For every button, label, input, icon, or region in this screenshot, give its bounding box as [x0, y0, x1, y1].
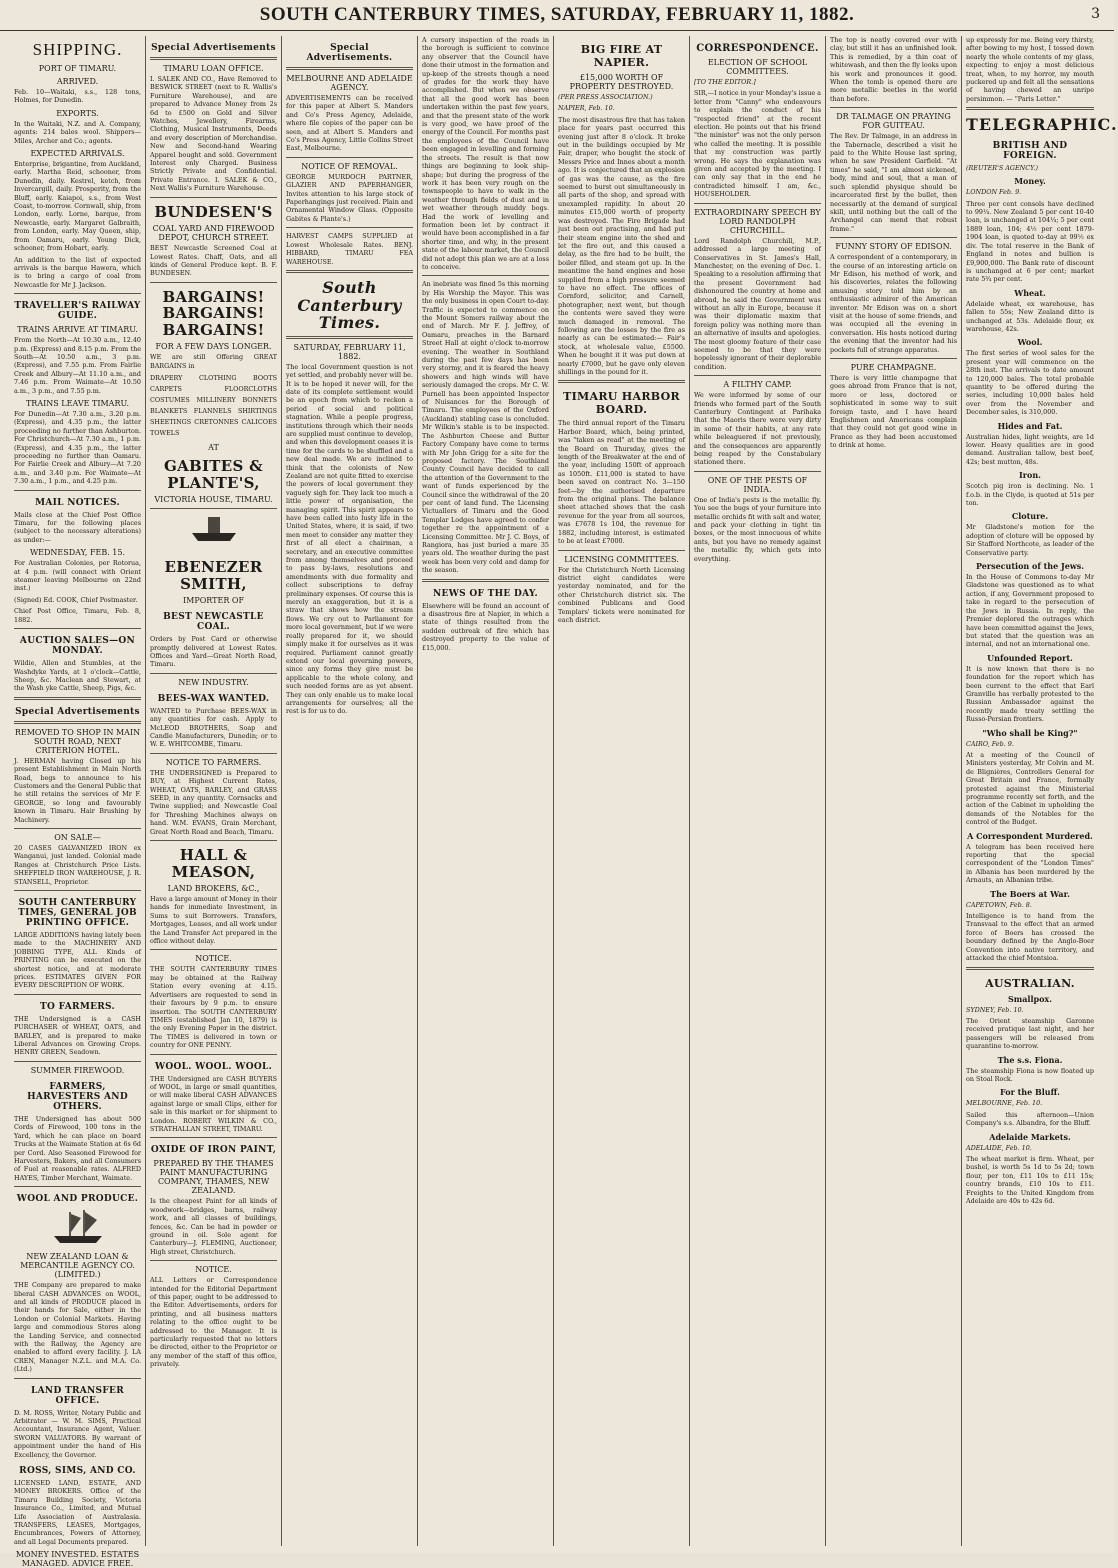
coal-emblem-icon [186, 513, 242, 553]
fiona-text: The steamship Fiona is now floated up on Stoal Rock. [966, 1066, 1094, 1083]
columns [10, 36, 1118, 1568]
port-heading: PORT OF TIMARU. [38, 64, 117, 73]
smallpox-text: The Orient steamship Garonne received pratique last night, and her passengers will be released from quarantine to-morrow. [966, 1016, 1094, 1051]
report-text: It is now known that there is no foundation for the report which has been current to the effect that Earl Granville has verbally protested to the Russian Ambassador against the recently made treaty settling the Russo-Persian frontiers. [966, 664, 1094, 724]
cloture-text: Mr Gladstone's motion for the adoption of cloture will be opposed by Sir Stafford Northcote, as leader of the Conservative party. [966, 523, 1094, 557]
king-heading: "Who shall be King?" [982, 727, 1078, 738]
local-news-text: An inebriate was fined 5s this morning by His Worship the Mayor. This was the only business in open Court to-day. Traffic is expected to commence on the Mount Somers railway about the end of March. Mr F. J. Jeffrey, of Oamaru, preaches in the Barnard Street Hall at eight o'clock to-morrow evening. The weather in Southland during the past few days has been very stormy, and it is feared the heavy showers and high winds will have seriously damaged the crops. Mr C. W. Purnell has been appointed Inspector of Nuisances for the Borough of Timaru. The employees of the Oxford (Auckland) stabling case is concluded. Mr Wilkin's stable is to be inspected. The Ashburton Cheese and Butter Factory Company have come to terms with Mr John Grigg for a site for the proposed factory. The Southland County Council have decided to call the attention of the Government to the want of funds experienced by the Council since the withdrawal of the 20 per cent of land fund. The Licensing Victuallers of Timaru and the Good Templar Lodges have agreed to confer together re the appointment of a Licensing Committee. Mr J. C. Boys, of Rangiora, has just buried a mare 35 years old. The weather during the past week has been very cold and damp for the season. [422, 280, 549, 575]
gabites-heading: GABITES & PLANTE'S, [163, 457, 264, 492]
mail-office: Chief Post Office, Timaru, Feb. 8, 1882. [14, 607, 141, 624]
ross-heading: ROSS, SIMS, AND CO. [19, 1466, 136, 1477]
iron-heading: Iron. [1019, 470, 1041, 481]
special-ads-heading-3: Special Advertisements. [306, 43, 393, 63]
pests-heading: ONE OF THE PESTS OF INDIA. [707, 475, 808, 494]
advice-line: MONEY INVESTED. ESTATES MANAGED. ADVICE FREE. [15, 1550, 140, 1568]
smallpox-date: SYDNEY, Feb. 10. [966, 1005, 1024, 1014]
travellers-heading: TRAVELLER'S RAILWAY GUIDE. [14, 301, 141, 322]
jews-text: In the House of Commons to-day Mr Gladstone was questioned as to what action, if any, Government proposed to take in regard to the persecution of the Jews in Russia. In reply, the Premier deplored the outrages which have been committed against the Jews, but stated that the question was an internal, and not an international one. [966, 573, 1094, 649]
wool-produce-heading: WOOL AND PRODUCE. [16, 1194, 139, 1205]
melbourne-heading: MELBOURNE AND ADELAIDE AGENCY. [286, 74, 413, 92]
money-date: LONDON Feb. 9. [966, 188, 1022, 197]
talmage-heading: DR TALMAGE ON PRAYING FOR GUITEAU. [836, 112, 951, 131]
victoria-house-line: VICTORIA HOUSE, TIMARU. [154, 495, 273, 505]
arrived-heading: ARRIVED. [56, 77, 99, 86]
talmage-text: The Rev. Dr Talmage, in an address in the Tabernacle, described a visit he paid to the White House last spring, when he saw President Garfield. "At times" he said, "I am almost sickened, body, mind and soul, that a man of such splendid physique should be incarcerated first by the bullet, then necessarily at the demand of surgical skill, until nothing but the call of the Archangel can mend that robust frame." [830, 132, 957, 233]
cloture-heading: Cloture. [1011, 511, 1049, 522]
churchill-heading: EXTRAORDINARY SPEECH BY LORD RANDOLPH CHURCHILL. [694, 207, 821, 235]
smallpox-heading: Smallpox. [1008, 993, 1052, 1004]
money-heading: Money. [1014, 176, 1046, 187]
bundesen-text: BEST Newcastle Screened Coal at Lowest Rates. Chaff, Oats, and all kinds of General Produce kept. B. F. BUNDESEN. [150, 244, 277, 278]
iron-text: Scotch pig iron is declining. No. 1 f.o.b. in the Clyde, is quoted at 51s per ton. [966, 482, 1094, 508]
industry-heading: NEW INDUSTRY. [178, 677, 249, 687]
harvest-text: HARVEST CAMPS SUPPLIED at Lowest Wholesale Rates. BENJ. HIBBARD, TIMARU FEA WAREHOUSE. [286, 232, 413, 266]
job-printing-text: LARGE ADDITIONS having lately been made to the MACHINERY AND JOBBING TYPE, ALL Kinds of PRINTING can be executed on the shortest notice, and at moderate prices. ESTIMATES GIVEN FOR EVERY DESCRIPTION OF WORK. [14, 931, 141, 990]
firewood-text: THE Undersigned has about 500 Cords of Firewood, 100 tons in the Yard, which he can place on board Trucks at the Waimate Station at 6s 6d per Cord. Also Seasoned Firewood for Harvesters, Bakers, and all Consumers of Fuel at reasonable rates. ALFRED HAYES, Timber Merchant, Waimate. [14, 1114, 141, 1182]
oxide-sub: PREPARED BY THE THAMES PAINT MANUFACTURING COMPANY, THAMES, NEW ZEALAND. [153, 1159, 274, 1196]
pests-continued-text: The top is neatly covered over with clay, but still it has an unfinished look. This is remedied, by a thin coat of whitewash, and then the fly looks upon his work and pronounces it good. When the tomb is opened there are more metallic beetles in the world than before. [830, 36, 957, 103]
murdered-text: A telegram has been received here reporting that the special correspondent of the "London Times" in Albania has been murdered by the Arnauts, an Albanian tribe. [966, 842, 1094, 885]
wool-market-heading: Wool. [1017, 337, 1043, 348]
hides-heading: Hides and Fat. [997, 420, 1063, 431]
bundesen-heading: BUNDESEN'S [154, 202, 273, 221]
column-3 [282, 36, 418, 1546]
to-editor-line: [TO THE EDITOR.] [694, 78, 756, 86]
election-heading: ELECTION OF SCHOOL COMMITTEES. [707, 58, 808, 76]
farmers-heading: TO FARMERS. [40, 1001, 115, 1012]
removed-text: J. HERMAN having Closed up his present Establishment in Main North Road, begs to announce to his Customers and the General Public that he still retains the services of Mr F. GEORGE, so long and favourably known in Timaru. Hair Brushing by Machinery. [14, 756, 141, 824]
ship-emblem-icon [50, 1208, 106, 1248]
newspaper-masthead: South Canterbury Times. [297, 277, 402, 333]
exports-heading: EXPORTS. [56, 108, 99, 118]
page-number: 3 [1091, 6, 1100, 22]
edison-heading: FUNNY STORY OF EDISON. [835, 242, 952, 252]
reuters-agency-line: (REUTER'S AGENCY.) [966, 163, 1039, 172]
leader-date: SATURDAY, FEBRUARY 11, 1882. [293, 342, 406, 361]
wool-market-text: The first series of wool sales for the present year will commence on the 28th inst. The arrivals to date amount to 120,000 bales. The total probable quantity to be offered during the series, including 10,000 bales held over from the November and December sales, is 310,000. [966, 349, 1094, 417]
column-4 [418, 36, 554, 1546]
notice-2-heading: NOTICE. [195, 1265, 232, 1275]
notice-2-text: ALL Letters or Correspondence intended for the Editorial Department of this paper, ought to be addressed to the Editor. Advertisements, orders for printing, and all business matters relating to the office ought to be addressed to the Manager. It is particularly requested that no letters be directed, either to the Proprietor or any member of the staff of this office, privately. [150, 1276, 277, 1369]
fiona-heading: The s.s. Fiona. [997, 1054, 1063, 1065]
removal-heading: NOTICE OF REMOVAL. [301, 161, 398, 171]
firewood-heading: SUMMER FIREWOOD. [30, 1065, 125, 1075]
column-6 [690, 36, 826, 1546]
still-offering-text: WE are still Offering GREAT BARGAINS in [150, 353, 277, 370]
bluff-date: MELBOURNE, Feb. 10. [966, 1099, 1043, 1108]
adelaide-text: The wheat market is firm. Wheat, per bushel, is worth 5s 1d to 5s 2d; town flour, per ton, £11 10s to £11 15s; country brands, £10 10s to £11. Freights to the United Kingdom from Adelaide are 40s to 42s 6d. [966, 1154, 1094, 1205]
harbour-heading: TIMARU HARBOR BOARD. [563, 390, 680, 417]
hall-text: Have a large amount of Money in their hands for immediate Investment, in Sums to suit Borrowers. Transfers, Mortgages, Leases, and all work under the Land Transfer Act prepared in the office without delay. [150, 895, 277, 946]
wool-text: THE Company are prepared to make liberal CASH ADVANCES on WOOL, and all kinds of PRODUCE placed in their hands for Sale, either in the London or Colonial Markets. Having large and commodious Stores along the Landing Service, and connected with the Railway, the Agency are enabled to afford every facility. J. LA CREN, Manager N.Z.L. and M.A. Co. (Ltd.) [14, 1281, 141, 1374]
trains-leave-heading: TRAINS LEAVE TIMARU. [25, 398, 130, 408]
leader-continued-text: A cursory inspection of the roads in the borough is sufficient to convince any observer that the Council have done their utmost in the formation and up-keep of the streets though a need of grades for the work they have accomplished. But when we observe that all the good work has been undertaken within the past few years, and that the present state of the work is very good, we have proof of the energy of the Council. For months past the employees of the Council have been engaged in levelling and forming the streets. The result is that now things are beginning to look ship-shape; but during the progress of the work it has been very rough on the townspeople to have to walk in the weather through fields of dust and in wet weather through muddy bogs. Had the work of levelling and formation been let by contract it would have been accomplished in a far shorter time, and why, in the present state of the labour market, the Council did not adopt this plan we are at a loss to conceive. [422, 36, 549, 271]
trains-arrive-text: From the North—At 10.30 a.m., 12.40 p.m. (Express) and 8.15 p.m. From the South—At 10.50 a.m., 3 p.m. (Express), and 7.55 p.m. From Fairlie Creek and Albury—At 11.10 a.m., and 7.46 p.m. From Waimate—At 10.50 a.m., 3 p.m., and 7.55 p.m. [14, 336, 141, 395]
australian-heading: AUSTRALIAN. [985, 976, 1075, 990]
fire-sub: £15,000 WORTH OF PROPERTY DESTROYED. [569, 73, 674, 91]
mail-text: Mails close at the Chief Post Office Timaru, for the following places (subject to the necessary alterations) as under:— [14, 510, 141, 544]
wheat-text: Adelaide wheat, ex warehouse, has fallen to 55s; New Zealand ditto is unchanged at 53s. Adelaide flour, ex warehouse, 42s. [966, 299, 1094, 333]
king-text: At a meeting of the Council of Ministers yesterday, Mr Colvin and M. de Blignières, Controllers General for Great Britain and France, formally protested against the Ministerial programme recently set forth, and the action of the Cabinet in upholding the demands of the Notables for the control of the Budget. [966, 750, 1094, 827]
report-heading: Unfounded Report. [987, 652, 1073, 663]
smith-text: Orders by Post Card or otherwise promptly delivered at Lowest Rates. Offices and Yard—Great North Road, Timaru. [150, 635, 277, 669]
champagne-text: There is very little champagne that goes abroad from France that is not, more or less, doctored or sophisticated in some way to suit foreign taste, and I have heard Englishmen and Americans complain that they could not get good wine in France as they had been accustomed to drink at home. [830, 374, 957, 450]
on-sale-heading: ON SALE— [54, 832, 101, 842]
notice-farmers-heading: NOTICE TO FARMERS. [165, 757, 262, 767]
correspondence-text: SIR,—I notice in your Monday's issue a letter from "Canny" who endeavours to explain the conduct of his "respected friend" at the recent election. He points out that his friend "the minister" was not the only person who called the meeting. It is possible that my construction was partly wrong. He says the explanation was given and accepted by the meeting. I can only say that in the end he contradicted himself. I am, &c., HOUSEHOLDER. [694, 89, 821, 199]
notice-text: THE SOUTH CANTERBURY TIMES may be obtained at the Railway Station every evening at 4.15. Advertisers are requested to send in their favours by 9 p.m. to ensure insertion. The SOUTH CANTERBURY TIMES (established Jan 10, 1879) is the only Evening Paper in the district. The TIMES is delivered in town or country for ONE PENNY. [150, 965, 277, 1050]
column-5 [554, 36, 690, 1546]
column-7 [826, 36, 962, 1546]
mail-text-2: For Australian Colonies, per Rotorua, at 4 p.m. (will connect with Orient steamer leaving Melbourne on 22nd inst.) [14, 559, 141, 593]
telegraphic-heading: TELEGRAPHIC. [966, 115, 1118, 135]
loan-office-heading: TIMARU LOAN OFFICE. [163, 64, 264, 73]
notice-heading: NOTICE. [195, 954, 232, 964]
expected-text: Enterprise, brigantine, from Auckland, early. Martha Reid, schooner, from Dunedin, daily. Kestrel, ketch, from Invercargill, daily. Prosperity, from the Bluff, early. Kaiapoi, s.s., from West Coast, to-morrow. Cornwall, ship, from London, early. Lorne, barque, from Newcastle, early. Margaret Galbraith, from London, early. May Queen, ship, from Oamaru, early. Young Dick, schooner, from Hobart, early. [14, 160, 141, 253]
oxide-heading: OXIDE OF IRON PAINT, [150, 1145, 277, 1156]
money-text: Three per cent consols have declined to 99¼. New Zealand 5 per cent 10-40 loan, is unchanged at 104¼; 5 per cent 1889 loan, 104; 4½ per cent 1879-1904 loan, is quoted to-day at 99½ ex div. The total reserve in the Bank of England in notes and bullion is £9,900,000. The Bank rate of discount is unchanged at 6 per cent; market rate 5¾ per cent. [966, 199, 1094, 284]
notice-farmers-text: THE UNDERSIGNED is Prepared to BUY, at Highest Current Rates, WHEAT, OATS, BARLEY, and GRASS SEED, in any quantity. Cornsacks and Twine supplied; and Newcastle Coal for Threshing Machines always on hand. W.M. EVANS, Grain Merchant, Great North Road and Beach, Timaru. [150, 768, 277, 836]
fire-agency: (PER PRESS ASSOCIATION.) [558, 93, 653, 101]
smith-coal: BEST NEWCASTLE COAL. [163, 612, 264, 633]
adelaide-heading: Adelaide Markets. [989, 1131, 1071, 1142]
licensing-heading: LICENSING COMMITTEES. [564, 554, 679, 564]
fire-text: The most disastrous fire that has taken place for years past occurred this evening just after 8 o'clock. It broke out in the buildings occupied by Mr Fair, draper, who bought the stock of Messrs Price and Innes about a month ago. It is conjectured that an explosion of gas was the cause, as the fire seemed to burst out simultaneously in all parts of the shop, and spread with unexampled rapidity. In about 20 minutes £15,000 worth of property was destroyed. The Fire Brigade had just been out practising, and had put their steam engine into the shed and let the fire out, and this caused a delay, as the fire had to be built, the boiler filled, and steam got up. In the meantime the hand engines and hose supplied from a high pressure seemed to have no effect. The offices of Cornford, solicitor, and Carnell, photographer, next went, but though the contents were saved they were much damaged in removal. The following are the losses by the fire as nearly as can be estimated:— Fair's stock, at wholesale value, £5500. When he bought it it was put down at nearly £7000, but he gave only eleven shillings in the pound for it. [558, 115, 685, 376]
hall-sub: LAND BROKERS, &C., [167, 884, 260, 894]
news-of-day-text: Elsewhere will be found an account of a disastrous fire at Napier, in which a state of things resulted from the sudden outbreak of fire which has destroyed property to the value of £15,000. [422, 601, 549, 652]
news-of-day-heading: NEWS OF THE DAY. [433, 588, 538, 599]
shipping-heading: SHIPPING. [32, 40, 123, 59]
boers-heading: The Boers at War. [990, 888, 1070, 899]
pests-text: One of India's pests is the metallic fly. You see the bugs of your furniture into metallic orchids fit with salt and water, and pack your clothing in tight tin boxes, or the most innocuous of white ants, but you have no remedy against the metallic fly, which gets into everything. [694, 495, 821, 563]
fire-date: NAPIER, Feb. 10. [558, 104, 615, 113]
farmers-harvesters-heading: FARMERS, HARVESTERS AND OTHERS. [27, 1081, 128, 1112]
leader-text: The local Government question is not yet settled, and probably never will be. It is to be hoped it never will, for the date of its complete settlement would be an epoch from which to reckon a period of social and political stagnation. While a people progress, institutions through which their needs are supplied must continue to develop, and when this development ceases it is time for the cards to be shuffled and a new deal made. We are inclined to think that the colonists of New Zealand are not quite fitted to exercise the powers of local government they vaguely sigh for. They lack too much a little power of organisation, the managing spirit. This spirit appears to have been called into lusty life in the United States, where, it is said, if two men meet to consider any matter they first of all elect a chairman, a secretary, and an executive committee from among themselves and proceed to pass by-laws, resolutions and amendments with due formality and collect subscriptions to defray preliminary expenses. Of course this is merely an exaggeration, but it is a straw that shows how the stream flows. We cry out to Parliament for more local government, but if we were really prepared for it, we should simply make it for ourselves as it was required. Parliament cannot greatly extend our local governing powers, since any forms they give must be applicable to the whole colony, and such needed forms are as yet absent. They can only enable us to make local arrangements for ourselves; all the rest is for us to do. [286, 362, 413, 716]
boers-date: CAPETOWN, Feb. 8. [966, 900, 1032, 909]
champagne-continued-text: up expressly for me. Being very thirsty, after bowing to my host, I tossed down nearly the whole contents of my glass, expecting to enjoy a most delicious treat, when, to my horror, my mouth puckered up and felt all the sensations of having chewed an unripe persimmon. — "Paris Letter." [966, 36, 1094, 103]
king-date: CAIRO, Feb. 9. [966, 739, 1014, 748]
licensing-text: For the Christchurch North Licensing district eight candidates were yesterday nominated, and for the other Christchurch district six. The combined Publicans and Good Templars' tickets were nominated for each district. [558, 565, 685, 624]
mail-signature: (Signed) Ed. COOK, Chief Postmaster. [14, 595, 138, 604]
special-ads-heading-2: Special Advertisements [151, 43, 276, 53]
bargains-heading: BARGAINS! BARGAINS! BARGAINS! [162, 287, 265, 339]
job-printing-heading: SOUTH CANTERBURY TIMES, GENERAL JOB PRINTING OFFICE. [18, 898, 137, 928]
wheat-heading: Wheat. [1014, 287, 1046, 298]
salek-text: I. SALEK AND CO., Have Removed to BESWICK STREET (next to R. Wallis's Furniture Warehouse), and are prepared to Advance Money from 2s 6d to £500 on Gold and Silver Watches, Jewellery, Firearms, Clothing, Musical Instruments, Deeds and every description of Merchandise. New and Second-hand Wearing Apparel bought and sold. Government Interest only Charged. Business Strictly Private and Confidential. Private Entrance. I. SALEK & CO., Next Wallis's Furniture Warehouse. [150, 75, 277, 193]
oxide-text: Is the cheapest Paint for all kinds of woodwork—bridges, barns, railway work, and all classes of buildings, fences, &c. Can be had in powder or ground in oil. Sole agent for Canterbury—J. FLEMING, Auctioneer, High street, Christchurch. [150, 1197, 277, 1256]
few-days-line: FOR A FEW DAYS LONGER. [155, 342, 272, 352]
champagne-heading: PURE CHAMPAGNE. [850, 363, 937, 372]
land-transfer-text: D. M. ROSS, Writer, Notary Public and Arbitrator — W. M. SIMS, Practical Accountant, Insurance Agent, Valuer. SWORN VALUATORS. By warrant of appointment under the hand of His Excellency, the Governor. [14, 1408, 141, 1459]
exports-text: In the Waitaki, N.Z. and A. Company, agents: 214 bales wool. Shippers—Miles, Archer and Co.; agents. [14, 119, 141, 145]
expected-heading: EXPECTED ARRIVALS. [30, 149, 125, 159]
auction-heading: AUCTION SALES—ON MONDAY. [19, 636, 136, 657]
filthy-camp-heading: A FILTHY CAMP. [723, 380, 792, 390]
column-2 [146, 36, 282, 1546]
harbour-text: The third annual report of the Timaru Harbor Board, which, being printed, was "taken as read" at the meeting of the Board on Thursday, gives the length of the Breakwater at the end of the year, including 150ft of approach as 1050ft. £11,000 is stated to have been saved on contract No. 3—150 feet—by the authorised departure from the original plans. The balance sheet attached shows that the cash revenue for the year from all sources, was £7678 1s 10d, the revenue for 1882, including interest, is estimated to be at least £7000. [558, 419, 685, 546]
ross-text: LICENSED LAND, ESTATE, AND MONEY BROKERS. Office of the Timaru Building Society, Victoria Insurance Co., Limited, and Mutual Life Association of Australasia. TRANSFERS, LEASES, Mortgages, Encumbrances, Powers of Attorney, and all Legal Documents prepared. [14, 1479, 141, 1546]
smith-heading: EBENEZER SMITH, [164, 558, 263, 593]
churchill-text: Lord Randolph Churchill, M.P., addressed a large meeting of Conservatives in St. James's Hall, Manchester, on the evening of Dec. 1. Speaking to a resolution affirming that the present Government had dishonoured the country at home and abroad, he said the Government was without an ally in Europe, because it was their diplomatic maxim that foreign policy was nothing more than an alternative of insults and apologies. The most gloomy feature of their case seemed to be that they were hopelessly ignorant of their deplorable condition. [694, 236, 821, 371]
wool-company: NEW ZEALAND LOAN & MERCANTILE AGENCY CO. (LIMITED.) [20, 1252, 135, 1280]
mail-heading: MAIL NOTICES. [35, 497, 120, 508]
melbourne-text: ADVERTISEMENTS can be received for this paper at Albert S. Manders and Co's Press Agency, Adelaide, where file copies of the paper can be seen, and at Albert S. Manders and Co's Press Agency, Little Collins Street East, Melbourne. [286, 94, 413, 153]
hides-text: Australian hides, light weights, are 1d lower. Heavy qualities are in good demand. Australian tallow, best beef, 42s; best mutton, 48s. [966, 432, 1094, 466]
special-ads-heading: Special Advertisements [15, 706, 140, 717]
jews-heading: Persecution of the Jews. [975, 561, 1085, 572]
at-line: AT [208, 443, 219, 453]
mail-date: WEDNESDAY, FEB. 15. [29, 548, 126, 558]
edison-text: A correspondent of a contemporary, in the course of an interesting article on Mr Edison, his method of work, and his discoveries, relates the following amusing story told him by an enthusiastic admirer of the American inventor. Mr Edison was on a short visit at the house of some friends, and was occupied all the evening in conversation. His hosts noticed during the evening that the inventor had his pockets full of strange apparatus. [830, 253, 957, 354]
bundesen-sub: COAL YARD AND FIREWOOD DEPOT, CHURCH STREET. [152, 224, 275, 243]
column-8 [962, 36, 1118, 1546]
arrived-text: Feb. 10—Waitaki, s.s., 128 tons, Holmes, for Dunedin. [14, 88, 141, 105]
hall-heading: HALL & MEASON, [171, 846, 256, 881]
masthead-title: SOUTH CANTERBURY TIMES, SATURDAY, FEBRUARY 11, 1882. [259, 4, 855, 25]
filthy-camp-text: We were informed by some of our friends who formed part of the South Canterbury Contingent at Parihaka that the Maoris there were very dirty in some of their habits, at any rate while beleaguered if not previously, and the consequences are apparently being reaped by the Constabulary stationed there. [694, 391, 821, 467]
trains-leave-text: For Dunedin—At 7.30 a.m., 3.20 p.m. (Express), and 4.35 p.m., the latter proceeding no further than Ashburton. For Christchurch—At 7.30 a.m., 1 p.m. (Express), and 4.35 p.m., the latter proceeding no further than Oamaru. For Fairlie Creek and Albury—At 7.20 a.m., and 3.40 p.m. For Waimate—At 7.30 a.m., 1 p.m., and 4.25 p.m. [14, 409, 141, 486]
land-transfer-heading: LAND TRANSFER OFFICE. [31, 1385, 124, 1406]
page-masthead [0, 0, 1114, 31]
wool-heading: WOOL. WOOL. WOOL. [154, 1061, 273, 1072]
adelaide-date: ADELAIDE, Feb. 10. [966, 1143, 1032, 1152]
wool-text-2: THE Undersigned are CASH BUYERS of WOOL, in large or small quantities, or will make liberal CASH ADVANCES against large or small Clips, either for sale in this market or for shipment to London. ROBERT WILKIN & CO., STRATHALLAN STREET, TIMARU. [150, 1074, 277, 1133]
correspondence-heading: CORRESPONDENCE. [696, 43, 819, 54]
beeswax-heading: BEES-WAX WANTED. [157, 693, 270, 704]
goods-list: DRAPERY CLOTHING BOOTS CARPETS FLOORCLOTHS COSTUMES MILLINERY BONNETS BLANKETS FLANNELS SHIRTINGS SHEETINGS CRETONNES CALICOES TOWELS [150, 374, 277, 438]
bluff-text: Sailed this afternoon—Union Company's s.s. Albandra, for the Bluff. [966, 1110, 1094, 1128]
trains-arrive-heading: TRAINS ARRIVE AT TIMARU. [17, 325, 138, 335]
on-sale-text: 20 CASES GALVANIZED IRON ex Wanganui, just landed. Colonial made Ranges at Christchurch Price Lists. SHEFFIELD IRON WAREHOUSE, J. R. STANSELL, Proprietor. [14, 843, 141, 886]
column-1 [10, 36, 146, 1568]
boers-text: Intelligence is to hand from the Transvaal to the effect that an armed force of Boers has crossed the boundary defined by the Anglo-Boer Convention into native territory, and attacked the chief Montsioa. [966, 912, 1094, 963]
murdered-heading: A Correspondent Murdered. [967, 830, 1093, 841]
fire-heading: BIG FIRE AT NAPIER. [580, 43, 663, 69]
beeswax-text: WANTED to Purchase BEES-WAX in any quantities for cash. Apply to McLEOD BROTHERS, Soap and Candle Manufacturers, Dunedin; or to W. E. WHITCOMBE, Timaru. [150, 706, 277, 749]
farmers-text: THE Undersigned is a CASH PURCHASER of WHEAT, OATS, and BARLEY, and is prepared to make Liberal Advances on Growing Crops. HENRY GREEN, Seadown. [14, 1014, 141, 1057]
auction-text: Wildie, Allen and Stumbles, at the Washdyke Yards, at 1 o'clock—Cattle, Sheep, &c. Maclean and Stewart, at the Wash yke Cattle, Sheep, Pigs, &c. [14, 659, 141, 693]
smith-sub: IMPORTER OF [182, 596, 245, 606]
removal-text: GEORGE MURDOCH PARTNER, GLAZIER AND PAPERHANGER, Invites attention to his large stock of Paperhangings just received. Plain and Ornamental Window Glass. (Opposite Gabites & Plante's.) [286, 172, 413, 223]
addition-text: An addition to the list of expected arrivals is the barque Hawera, which is to bring a cargo of coal from Newcastle for Mr J. Jackson. [14, 255, 141, 289]
bluff-heading: For the Bluff. [1000, 1087, 1060, 1098]
removed-heading: REMOVED TO SHOP IN MAIN SOUTH ROAD, NEXT CRITERION HOTEL. [14, 727, 141, 755]
british-foreign-heading: BRITISH AND FOREIGN. [992, 140, 1068, 161]
